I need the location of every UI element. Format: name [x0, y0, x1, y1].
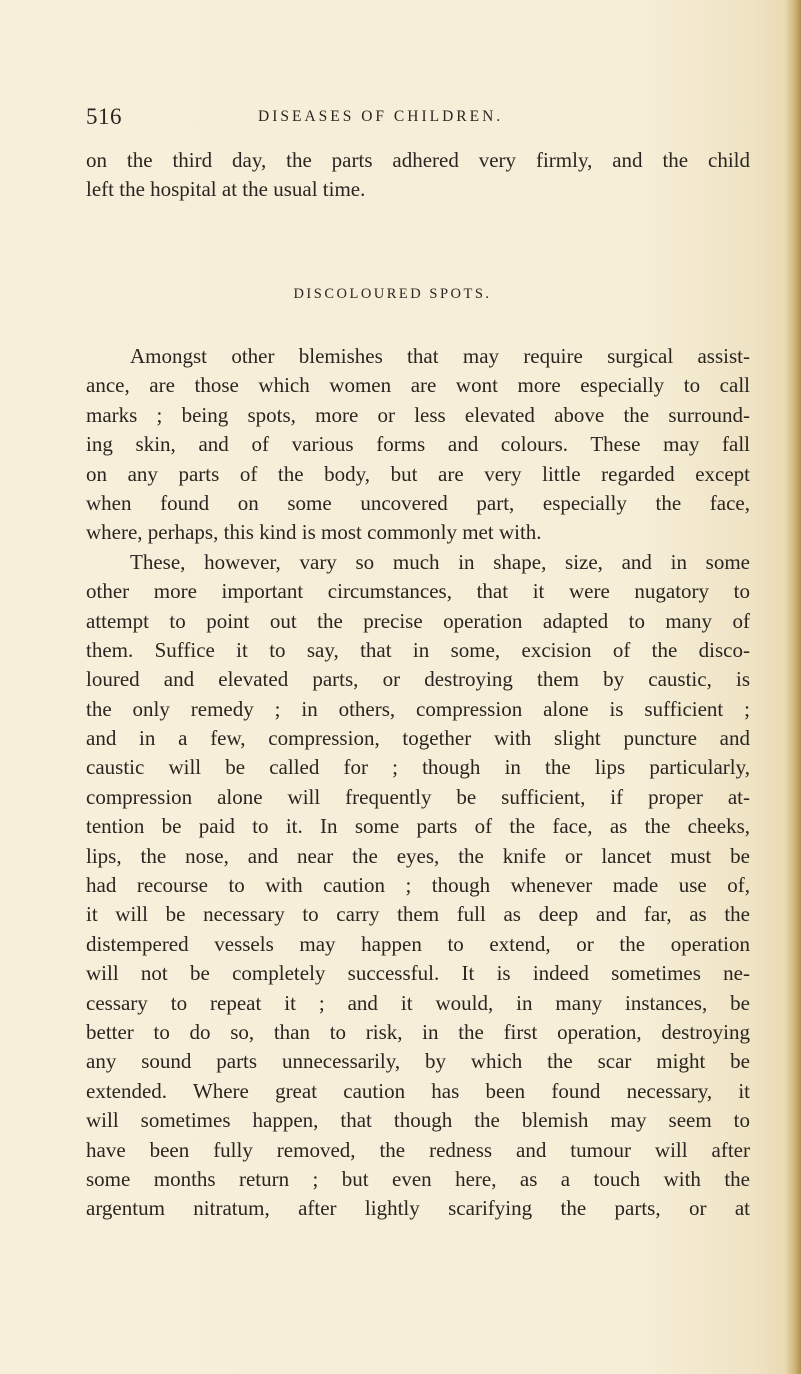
- text-line: any sound parts unnecessarily, by which the scar might be: [86, 1049, 750, 1074]
- page-number: 516: [86, 104, 122, 129]
- text-line: some months return ; but even here, as a touch with the: [86, 1166, 750, 1191]
- section-body: [86, 342, 750, 1224]
- text-line: compression alone will frequently be sufficient, if proper at-: [86, 784, 750, 809]
- text-line: ing skin, and of various forms and colours. These may fall: [86, 432, 750, 457]
- page-header: [0, 104, 801, 134]
- text-line: where, perhaps, this kind is most commonly met with.: [86, 520, 542, 545]
- text-line: when found on some uncovered part, especially the face,: [86, 490, 750, 515]
- text-line: the only remedy ; in others, compression alone is sufficient ;: [86, 696, 750, 721]
- text-line: marks ; being spots, more or less elevated above the surround-: [86, 402, 750, 427]
- text-line: extended. Where great caution has been found necessary, it: [86, 1078, 750, 1103]
- text-line: argentum nitratum, after lightly scarifying the parts, or at: [86, 1196, 750, 1221]
- text-line: lips, the nose, and near the eyes, the knife or lancet must be: [86, 843, 750, 868]
- text-line: tention be paid to it. In some parts of the face, as the cheeks,: [86, 814, 750, 839]
- continuation-paragraph: [86, 146, 750, 205]
- text-line: ance, are those which women are wont more especially to call: [86, 373, 750, 398]
- text-line: loured and elevated parts, or destroying them by caustic, is: [86, 667, 750, 692]
- text-line: had recourse to with caution ; though whenever made use of,: [86, 873, 750, 898]
- text-line: These, however, vary so much in shape, size, and in some: [130, 549, 750, 574]
- page-edge-shadow: [785, 0, 801, 1374]
- text-line: have been fully removed, the redness and tumour will after: [86, 1137, 750, 1162]
- text-line: it will be necessary to carry them full as deep and far, as the: [86, 902, 750, 927]
- text-line: will not be completely successful. It is indeed sometimes ne-: [86, 961, 750, 986]
- text-line: better to do so, than to risk, in the first operation, destroying: [86, 1019, 750, 1044]
- text-line: other more important circumstances, that it were nugatory to: [86, 579, 750, 604]
- section-heading-text: DISCOLOURED SPOTS.: [293, 286, 492, 302]
- text-line: on the third day, the parts adhered very firmly, and the child: [86, 148, 750, 172]
- text-line: will sometimes happen, that though the blemish may seem to: [86, 1108, 750, 1133]
- text-line: distempered vessels may happen to extend, or the operation: [86, 931, 750, 956]
- text-line: attempt to point out the precise operation adapted to many of: [86, 608, 750, 633]
- text-line: caustic will be called for ; though in the lips particularly,: [86, 755, 750, 780]
- text-line: cessary to repeat it ; and it would, in many instances, be: [86, 990, 750, 1015]
- running-head: DISEASES OF CHILDREN.: [258, 108, 504, 125]
- section-heading: [0, 286, 801, 303]
- text-line: and in a few, compression, together with slight puncture and: [86, 726, 750, 751]
- text-line: Amongst other blemishes that may require surgical assist-: [130, 344, 750, 368]
- text-line: on any parts of the body, but are very little regarded except: [86, 461, 750, 486]
- text-line: left the hospital at the usual time.: [86, 177, 366, 202]
- text-line: them. Suffice it to say, that in some, excision of the disco-: [86, 637, 750, 662]
